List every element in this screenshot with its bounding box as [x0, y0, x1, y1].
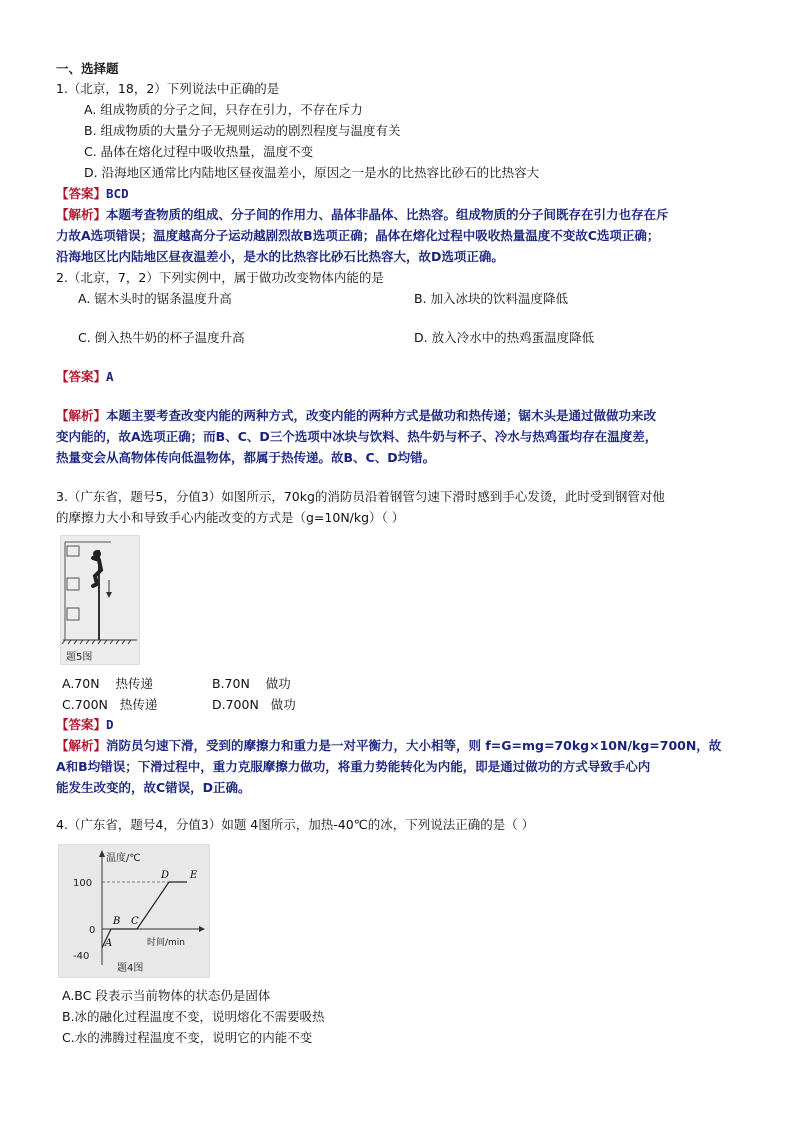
- q1-analysis-line-2: 力故A选项错误；温度越高分子运动越剧烈故B选项正确；晶体在熔化过程中吸收热量温度不变故C选项正确；: [56, 228, 660, 243]
- q4-stem: 4.（广东省，题号4，分值3）如题 4图所示，加热-40℃的冰，下列说法正确的是（ ）: [56, 817, 535, 832]
- q2-analysis-line-1: [56, 405, 656, 426]
- q4-figure: [58, 844, 210, 978]
- point-label-A: A: [105, 937, 113, 949]
- answer-value: A: [106, 369, 114, 384]
- q3-figure: [60, 535, 140, 665]
- answer-tag: 【答案】: [56, 186, 107, 201]
- analysis-tag: 【解析】: [56, 207, 107, 222]
- q1-answer: [56, 183, 129, 204]
- q1-option-d: D. 沿海地区通常比内陆地区昼夜温差小，原因之一是水的比热容比砂石的比热容大: [84, 165, 540, 180]
- answer-tag: 【答案】: [56, 717, 107, 732]
- point-label-D: D: [161, 870, 170, 881]
- answer-value: D: [106, 717, 114, 732]
- analysis-text: 本题考查物质的组成、分子间的作用力、晶体非晶体、比热容。组成物质的分子间既存在引力也存在斥: [106, 207, 669, 222]
- segment-CD: [137, 882, 169, 929]
- q3-analysis-line-1: [56, 735, 721, 756]
- answer-tag: 【答案】: [56, 369, 107, 384]
- q1-option-c: C. 晶体在熔化过程中吸收热量，温度不变: [84, 144, 314, 159]
- q4-option-a: A.BC 段表示当前物体的状态仍是固体: [62, 988, 271, 1003]
- answer-value: BCD: [106, 186, 129, 201]
- q3-option-a: A.70N 热传递: [62, 676, 153, 691]
- y-axis-label: 温度/℃: [106, 853, 141, 864]
- analysis-tag: 【解析】: [56, 738, 107, 753]
- q3-option-b: B.70N 做功: [212, 676, 291, 691]
- analysis-text: 本题主要考查改变内能的两种方式，改变内能的两种方式是做功和热传递；锯木头是通过做做功来改: [106, 408, 657, 423]
- temperature-time-chart: [59, 845, 209, 977]
- q3-option-c: C.700N 热传递: [62, 697, 158, 712]
- y-tick-minus-40: -40: [73, 951, 90, 962]
- point-label-B: B: [113, 916, 121, 927]
- q2-stem: 2.（北京，7，2）下列实例中，属于做功改变物体内能的是: [56, 270, 384, 285]
- q3-stem-line-2: 的摩擦力大小和导致手心内能改变的方式是（g=10N/kg）（ ）: [56, 510, 405, 525]
- q3-option-d: D.700N 做功: [212, 697, 296, 712]
- q3-analysis-line-3: 能发生改变的，故C错误，D正确。: [56, 780, 251, 795]
- q3-figure-caption: 题5图: [66, 652, 93, 663]
- q2-answer: [56, 366, 114, 387]
- q2-option-c: C. 倒入热牛奶的杯子温度升高: [78, 330, 245, 345]
- q2-analysis-line-2: 变内能的，故A选项正确；而B、C、D三个选项中冰块与饮料、热牛奶与杯子、冷水与热鸡蛋均存在温度差，: [56, 429, 658, 444]
- q4-option-c: C.水的沸腾过程温度不变，说明它的内能不变: [62, 1030, 313, 1045]
- analysis-text: 消防员匀速下滑，受到的摩擦力和重力是一对平衡力，大小相等，则 f=G=mg=70kg×10N/kg=700N，故: [106, 738, 722, 753]
- analysis-tag: 【解析】: [56, 408, 107, 423]
- chart-caption: 题4图: [117, 963, 144, 974]
- q3-stem-line-1: 3.（广东省，题号5，分值3）如图所示，70kg的消防员沿着钢管匀速下滑时感到手心发烫，此时受到钢管对他: [56, 489, 665, 504]
- q4-option-b: B.冰的融化过程温度不变，说明熔化不需要吸热: [62, 1009, 325, 1024]
- y-tick-100: 100: [73, 878, 93, 889]
- x-axis-label: 时间/min: [147, 938, 186, 948]
- q1-option-a: A. 组成物质的分子之间，只存在引力，不存在斥力: [84, 102, 363, 117]
- q1-stem: 1.（北京，18，2）下列说法中正确的是: [56, 81, 280, 96]
- q1-analysis-line-1: [56, 204, 669, 225]
- point-label-C: C: [131, 916, 139, 927]
- firefighter-figure: [61, 536, 139, 664]
- y-tick-0: 0: [89, 925, 96, 936]
- q3-analysis-line-2: A和B均错误；下滑过程中，重力克服摩擦力做功，将重力势能转化为内能，即是通过做功的方式导致手心内: [56, 759, 651, 774]
- q2-option-a: A. 锯木头时的锯条温度升高: [78, 291, 232, 306]
- q2-option-b: B. 加入冰块的饮料温度降低: [414, 291, 569, 306]
- point-label-E: E: [190, 870, 198, 881]
- q3-answer: [56, 714, 114, 735]
- q1-analysis-line-3: 沿海地区比内陆地区昼夜温差小，是水的比热容比砂石比热容大，故D选项正确。: [56, 249, 504, 264]
- q1-option-b: B. 组成物质的大量分子无规则运动的剧烈程度与温度有关: [84, 123, 401, 138]
- q2-option-d: D. 放入冷水中的热鸡蛋温度降低: [414, 330, 595, 345]
- section-title: 一、选择题: [56, 61, 119, 76]
- q2-analysis-line-3: 热量变会从高物体传向低温物体，都属于热传递。故B、C、D均错。: [56, 450, 436, 465]
